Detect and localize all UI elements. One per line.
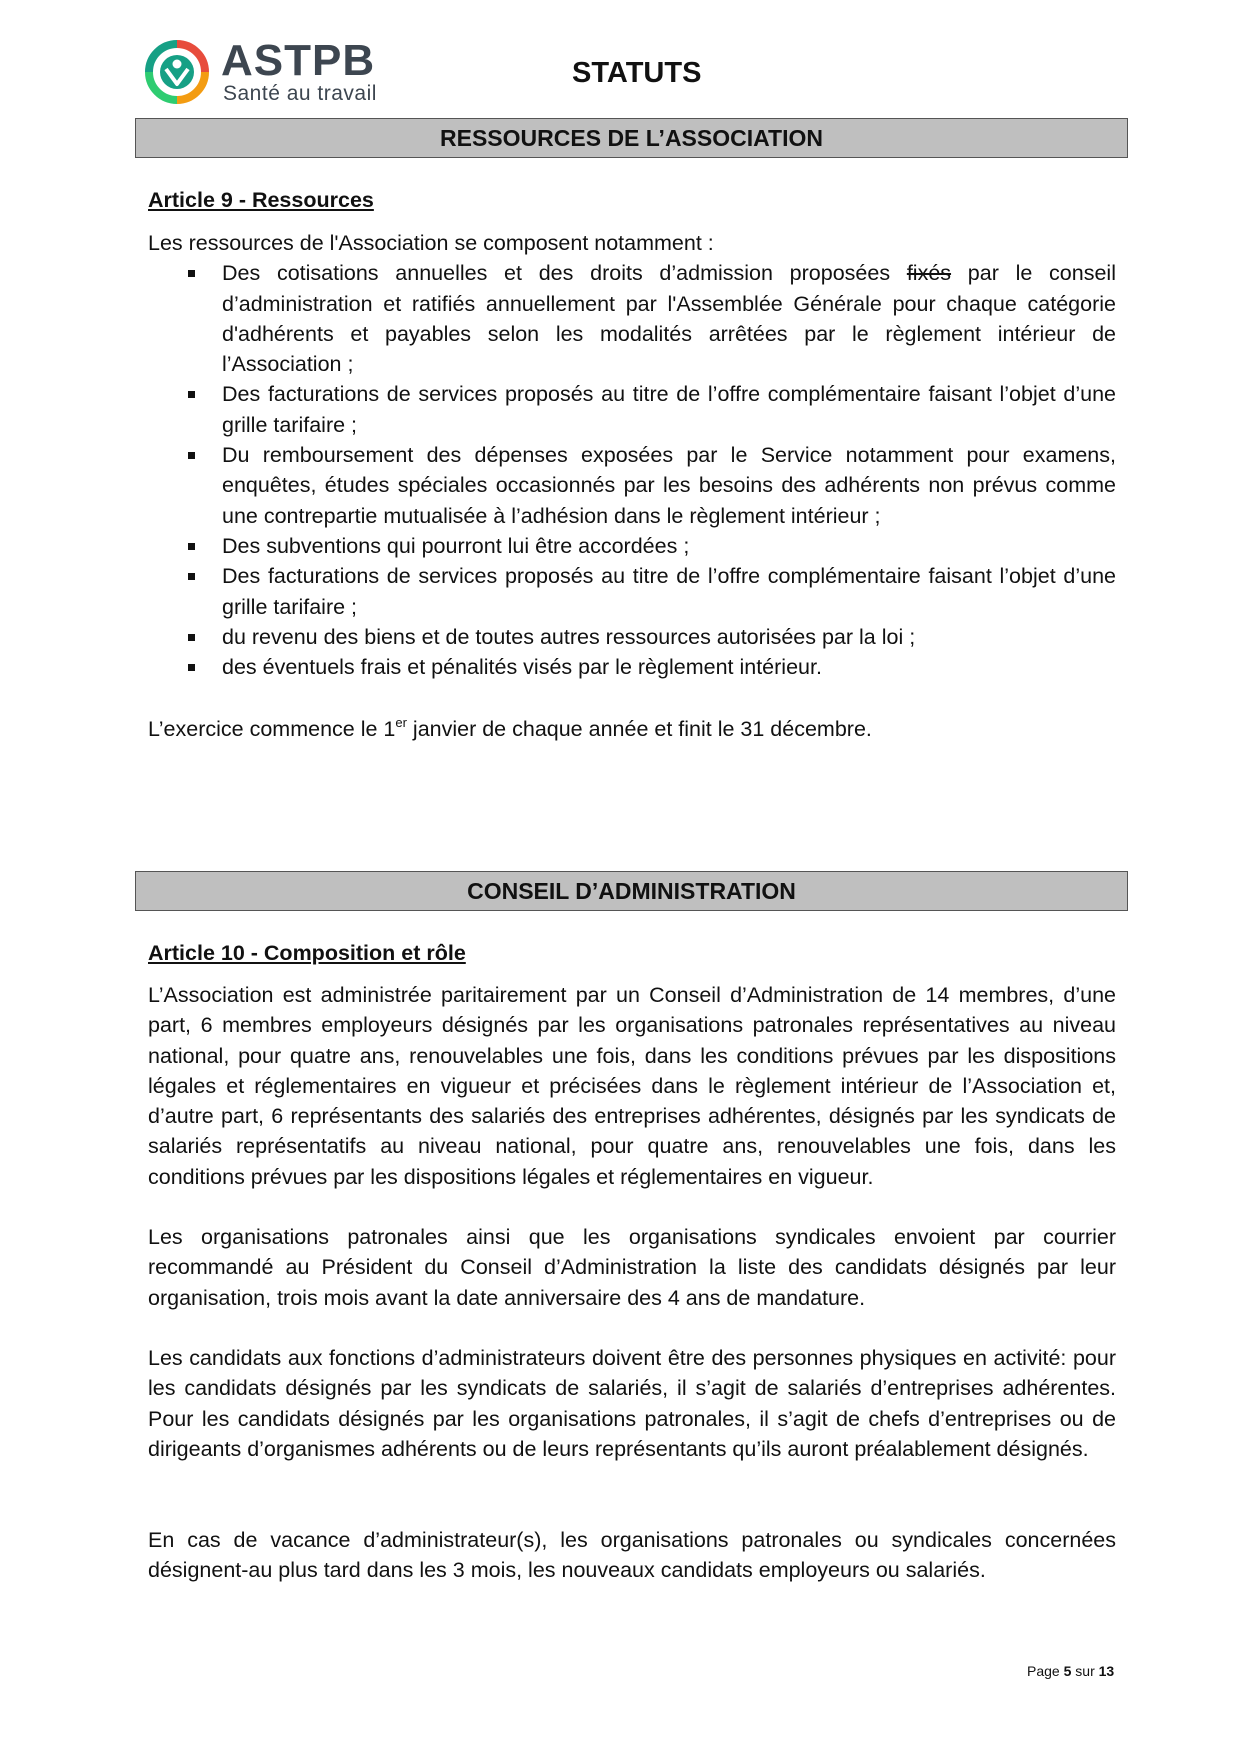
- list-item: Des facturations de services proposés au titre de l’offre complémentaire faisant l’objet d’une grille tarifaire ;: [148, 379, 1116, 440]
- list-item: Des subventions qui pourront lui être accordées ;: [148, 531, 1116, 561]
- document-title: STATUTS: [572, 57, 702, 89]
- list-item: Du remboursement des dépenses exposées par le Service notamment pour examens, enquêtes, études spéciales occasionnés par les besoins des adhérents non prévus comme une contrepartie mutualisée à l’adhésion dans le règlement intérieur ;: [148, 440, 1116, 531]
- current-page: 5: [1063, 1663, 1072, 1679]
- resources-intro: Les ressources de l'Association se composent notamment :: [148, 231, 714, 255]
- section-banner-ressources: RESSOURCES DE L’ASSOCIATION: [135, 118, 1128, 158]
- article-9-body: [148, 228, 1116, 682]
- page-label: Page: [1027, 1663, 1060, 1679]
- section-banner-conseil: CONSEIL D’ADMINISTRATION: [135, 871, 1128, 911]
- logo-tagline: Santé au travail: [223, 82, 377, 105]
- superscript: er: [395, 715, 407, 730]
- article-9-title: Article 9 - Ressources: [148, 188, 374, 212]
- total-pages: 13: [1098, 1663, 1115, 1679]
- article-10-paragraph: En cas de vacance d’administrateur(s), les organisations patronales ou syndicales concernées désignent-au plus tard dans les 3 mois, les nouveaux candidats employeurs ou salariés.: [148, 1528, 1116, 1583]
- struck-word: fixés: [906, 261, 952, 286]
- astpb-logo: [145, 36, 395, 105]
- list-item: [148, 258, 1116, 379]
- article-10-paragraph: L’Association est administrée paritairement par un Conseil d’Administration de 14 membres, d’une part, 6 membres employeurs désignés par les organisations patronales représentatives au niveau national, pour quatre ans, renouvelables une fois, dans les conditions prévues par les dispositions légales et réglementaires en vigueur et précisées dans le règlement intérieur de l’Association et, d’autre part, 6 représentants des salariés des entreprises adhérentes, désignés par les syndicats de salariés représentatifs au niveau national, pour quatre ans, renouvelables une fois, dans les conditions prévues par les dispositions légales et réglementaires en vigueur.: [148, 983, 1116, 1189]
- resources-list: [148, 258, 1116, 682]
- list-item: du revenu des biens et de toutes autres ressources autorisées par la loi ;: [148, 622, 1116, 652]
- page-number: [1027, 1662, 1114, 1680]
- exercise-text: L’exercice commence le 1: [148, 717, 396, 741]
- exercise-text: janvier de chaque année et finit le 31 décembre.: [406, 717, 872, 741]
- of-label: sur: [1075, 1663, 1095, 1679]
- list-item: des éventuels frais et pénalités visés par le règlement intérieur.: [148, 652, 1116, 682]
- bullet-text: par le conseil d’administration et ratifiés annuellement par l'Assemblée Générale pour chaque catégorie d'adhérents et payables selon les modalités arrêtées par le règlement intérieur de l’Association ;: [222, 261, 1116, 377]
- article-10-title: Article 10 - Composition et rôle: [148, 941, 466, 965]
- article-10-paragraph: Les candidats aux fonctions d’administrateurs doivent être des personnes physiques en activité: pour les candidats désignés par les syndicats de salariés, il s’agit de salariés d’entreprises adhérentes. Pour les candidats désignés par les organisations patronales, il s’agit de chefs d’entreprises ou de dirigeants d’organismes adhérents ou de leurs représentants qu’ils auront préalablement désignés.: [148, 1346, 1116, 1461]
- list-item: Des facturations de services proposés au titre de l’offre complémentaire faisant l’objet d’une grille tarifaire ;: [148, 561, 1116, 622]
- logo-mark-icon: [145, 40, 209, 104]
- logo-name: ASTPB: [221, 36, 376, 85]
- article-10-paragraph: Les organisations patronales ainsi que les organisations syndicales envoient par courrier recommandé au Président du Conseil d’Administration la liste des candidats désignés par leur organisation, trois mois avant la date anniversaire des 4 ans de mandature.: [148, 1225, 1116, 1310]
- bullet-text: Des cotisations annuelles et des droits d’admission proposées: [222, 261, 891, 286]
- exercise-statement: [148, 714, 1116, 744]
